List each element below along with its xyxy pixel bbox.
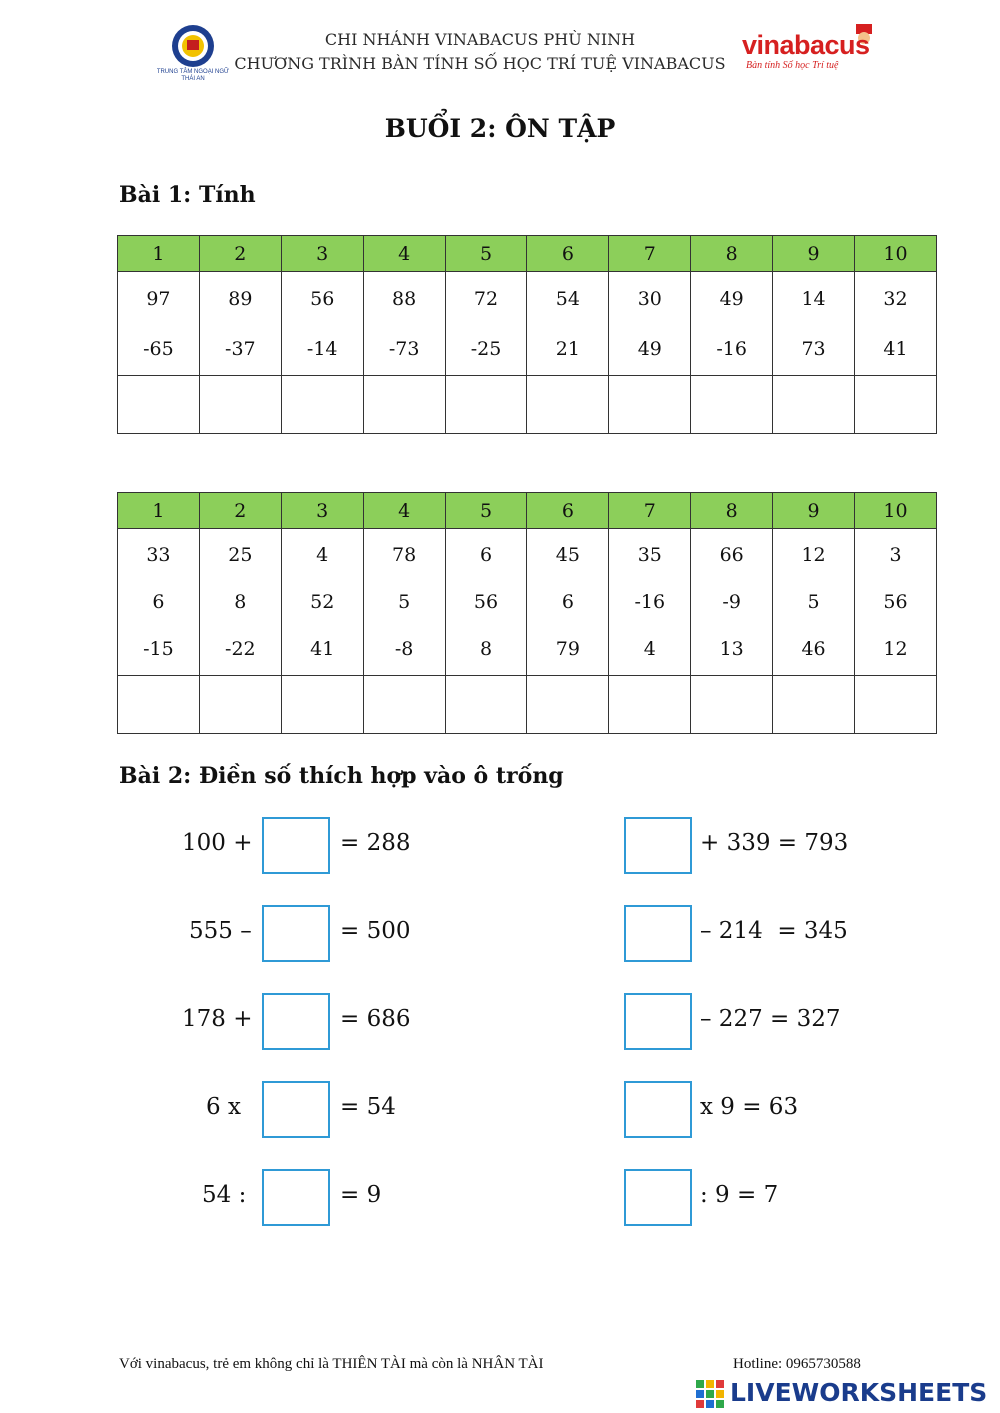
operand: 25: [228, 543, 253, 566]
problem-cell: [445, 529, 527, 676]
answer-cell[interactable]: [855, 376, 937, 434]
table-header-row: [118, 236, 937, 272]
operand: 56: [310, 287, 335, 310]
column-header: 5: [445, 493, 527, 529]
right-eq-5-after: : 9 = 7: [700, 1182, 779, 1208]
answer-box-left-2[interactable]: [262, 905, 330, 962]
problem-cell: [773, 529, 855, 676]
column-header: 6: [527, 493, 609, 529]
answer-cell[interactable]: [363, 676, 445, 734]
thai-an-logo: [156, 22, 230, 84]
problem-cell: [363, 529, 445, 676]
problem-cell: [855, 529, 937, 676]
problem-row: [118, 529, 937, 676]
answer-cell[interactable]: [199, 376, 281, 434]
vinabacus-brand: vinabacus: [742, 30, 870, 60]
problem-cell: [609, 272, 691, 376]
problem-cell: [363, 272, 445, 376]
answer-cell[interactable]: [691, 676, 773, 734]
exercise-1-heading: Bài 1: Tính: [119, 182, 256, 208]
exercise-2-heading: Bài 2: Điền số thích hợp vào ô trống: [119, 763, 564, 789]
answer-box-right-3[interactable]: [624, 993, 692, 1050]
operand: 52: [310, 590, 335, 613]
answer-cell[interactable]: [445, 376, 527, 434]
watermark-text: LIVEWORKSHEETS: [730, 1378, 988, 1407]
problem-cell: [118, 529, 200, 676]
operand: -8: [394, 637, 414, 660]
operand: 88: [392, 287, 417, 310]
left-eq-5-after: = 9: [340, 1182, 382, 1208]
right-eq-3-after: – 227 = 327: [700, 1006, 841, 1032]
operand: 5: [398, 590, 411, 613]
operand: -37: [225, 337, 256, 360]
answer-cell[interactable]: [773, 376, 855, 434]
column-header: 8: [691, 236, 773, 272]
operand: -73: [388, 337, 420, 360]
answer-cell[interactable]: [445, 676, 527, 734]
answer-box-right-5[interactable]: [624, 1169, 692, 1226]
operand: 3: [889, 543, 902, 566]
operand: 35: [637, 543, 662, 566]
problem-cell: [281, 529, 363, 676]
left-eq-5-before: 54 :: [202, 1182, 247, 1208]
operand: 41: [310, 637, 335, 660]
column-header: 3: [281, 236, 363, 272]
liveworksheets-icon: [696, 1380, 726, 1408]
left-logo-text: TRUNG TÂM NGOẠI NGỮ THÁI AN: [156, 69, 230, 82]
operand: 6: [152, 590, 165, 613]
column-header: 4: [363, 493, 445, 529]
column-header: 2: [199, 493, 281, 529]
problem-cell: [445, 272, 527, 376]
operand: 12: [883, 637, 908, 660]
header-line-1: CHI NHÁNH VINABACUS PHÙ NINH: [324, 30, 636, 49]
answer-row: [118, 376, 937, 434]
answer-cell[interactable]: [609, 376, 691, 434]
problem-cell: [691, 529, 773, 676]
exercise-1-table-2: [117, 492, 937, 734]
answer-box-right-4[interactable]: [624, 1081, 692, 1138]
footer-slogan: Với vinabacus, trẻ em không chỉ là THIÊN TÀI mà còn là NHÂN TÀI: [119, 1356, 544, 1372]
answer-box-left-5[interactable]: [262, 1169, 330, 1226]
operand: 32: [883, 287, 908, 310]
left-eq-1-after: = 288: [340, 830, 411, 856]
operand: 21: [555, 337, 580, 360]
operand: 4: [316, 543, 329, 566]
left-eq-1-before: 100 +: [182, 830, 253, 856]
operand: 56: [473, 590, 499, 613]
problem-cell: [691, 272, 773, 376]
table-header-row: [118, 493, 937, 529]
operand: 78: [392, 543, 417, 566]
left-eq-2-after: = 500: [340, 918, 411, 944]
operand: 97: [146, 287, 171, 310]
vinabacus-logo: [738, 22, 884, 74]
answer-cell[interactable]: [199, 676, 281, 734]
operand: 49: [637, 337, 662, 360]
column-header: 10: [855, 236, 937, 272]
column-header: 1: [118, 493, 200, 529]
answer-box-right-1[interactable]: [624, 817, 692, 874]
operand: -9: [722, 590, 741, 613]
answer-row: [118, 676, 937, 734]
operand: 6: [561, 590, 574, 613]
answer-cell[interactable]: [527, 376, 609, 434]
answer-cell[interactable]: [527, 676, 609, 734]
operand: 33: [146, 543, 171, 566]
operand: 66: [719, 543, 744, 566]
left-eq-4-before: 6 x: [206, 1094, 241, 1120]
left-eq-2-before: 555 –: [189, 918, 252, 944]
operand: -15: [143, 637, 174, 660]
operand: 4: [643, 637, 656, 660]
answer-cell[interactable]: [363, 376, 445, 434]
liveworksheets-watermark: [696, 1378, 996, 1410]
right-eq-2-after: – 214 = 345: [700, 918, 848, 944]
page-title: BUỔI 2: ÔN TẬP: [384, 114, 616, 143]
operand: -22: [225, 637, 256, 660]
operand: 56: [883, 590, 908, 613]
operand: 41: [883, 337, 908, 360]
operand: 6: [479, 543, 493, 566]
operand: 89: [228, 287, 253, 310]
answer-cell[interactable]: [118, 376, 200, 434]
right-eq-4-after: x 9 = 63: [700, 1094, 799, 1120]
answer-cell[interactable]: [855, 676, 937, 734]
problem-cell: [773, 272, 855, 376]
operand: 8: [479, 637, 493, 660]
header-line-2: CHƯƠNG TRÌNH BÀN TÍNH SỐ HỌC TRÍ TUỆ VINABACUS: [234, 54, 726, 73]
answer-box-left-1[interactable]: [262, 817, 330, 874]
column-header: 9: [773, 236, 855, 272]
operand: -16: [634, 590, 666, 613]
answer-cell[interactable]: [281, 376, 363, 434]
answer-box-left-4[interactable]: [262, 1081, 330, 1138]
operand: 30: [637, 287, 662, 310]
problem-cell: [527, 529, 609, 676]
column-header: 2: [199, 236, 281, 272]
operand: 14: [801, 287, 826, 310]
header-text: [230, 28, 730, 76]
operand: 5: [807, 590, 820, 613]
problem-row: [118, 272, 937, 376]
column-header: 5: [445, 236, 527, 272]
operand: -25: [470, 337, 502, 360]
problem-cell: [281, 272, 363, 376]
column-header: 7: [609, 236, 691, 272]
answer-cell[interactable]: [691, 376, 773, 434]
problem-cell: [199, 272, 281, 376]
operand: -14: [306, 337, 338, 360]
answer-box-right-2[interactable]: [624, 905, 692, 962]
operand: 79: [555, 637, 580, 660]
operand: 72: [473, 287, 499, 310]
column-header: 7: [609, 493, 691, 529]
operand: 54: [555, 287, 580, 310]
column-header: 6: [527, 236, 609, 272]
column-header: 9: [773, 493, 855, 529]
operand: -65: [143, 337, 174, 360]
column-header: 10: [855, 493, 937, 529]
problem-cell: [609, 529, 691, 676]
answer-cell[interactable]: [609, 676, 691, 734]
column-header: 8: [691, 493, 773, 529]
problem-cell: [118, 272, 200, 376]
answer-cell[interactable]: [118, 676, 200, 734]
answer-cell[interactable]: [773, 676, 855, 734]
column-header: 3: [281, 493, 363, 529]
vinabacus-tagline: Bàn tính Số học Trí tuệ: [746, 60, 839, 71]
operand: 46: [801, 637, 826, 660]
problem-cell: [855, 272, 937, 376]
right-eq-1-after: + 339 = 793: [700, 830, 849, 856]
operand: -16: [716, 337, 747, 360]
problem-cell: [199, 529, 281, 676]
problem-cell: [527, 272, 609, 376]
footer-hotline: Hotline: 0965730588: [733, 1356, 861, 1372]
operand: 12: [801, 543, 826, 566]
left-eq-4-after: = 54: [340, 1094, 396, 1120]
operand: 8: [234, 590, 247, 613]
left-eq-3-after: = 686: [340, 1006, 411, 1032]
answer-cell[interactable]: [281, 676, 363, 734]
column-header: 1: [118, 236, 200, 272]
column-header: 4: [363, 236, 445, 272]
operand: 49: [719, 287, 744, 310]
operand: 73: [801, 337, 826, 360]
operand: 13: [719, 637, 744, 660]
operand: 45: [555, 543, 580, 566]
exercise-1-table-1: [117, 235, 937, 434]
left-eq-3-before: 178 +: [182, 1006, 253, 1032]
answer-box-left-3[interactable]: [262, 993, 330, 1050]
